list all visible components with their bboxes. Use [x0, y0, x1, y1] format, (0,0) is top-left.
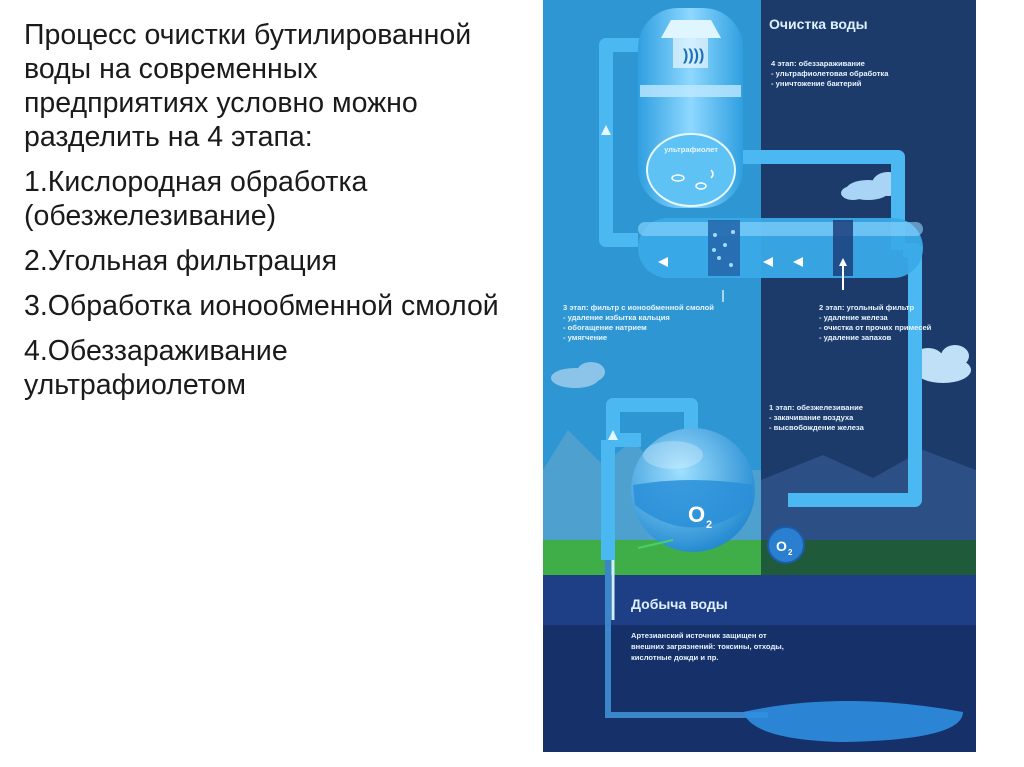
svg-text:2 этап: угольный фильтр: 2 этап: угольный фильтр	[819, 303, 915, 312]
svg-text:- умягчение: - умягчение	[563, 333, 608, 342]
svg-text:- удаление избытка кальция: - удаление избытка кальция	[563, 313, 670, 322]
svg-text:- закачивание воздуха: - закачивание воздуха	[769, 413, 854, 422]
svg-text:- очистка от прочих примесей: - очистка от прочих примесей	[819, 323, 932, 332]
svg-text:2: 2	[788, 548, 793, 557]
svg-text:- высвобождение железа: - высвобождение железа	[769, 423, 864, 432]
section-title-extraction: Добыча воды	[631, 596, 728, 612]
o2-bubble	[768, 527, 804, 563]
ion-exchange-filter	[708, 220, 740, 276]
water-purification-infographic	[543, 0, 976, 752]
slide-intro: Процесс очистки бутилированной воды на современных предприятиях условно можно разделить на 4 этапа:	[24, 19, 472, 153]
svg-text:- обогащение натрием: - обогащение натрием	[563, 323, 647, 332]
svg-text:4 этап: обеззараживание: 4 этап: обеззараживание	[771, 59, 865, 68]
aeration-sphere	[631, 428, 755, 552]
o2-symbol: O	[688, 502, 706, 527]
svg-text:кислотные дожди и пр.: кислотные дожди и пр.	[631, 653, 719, 662]
svg-text:- уничтожение бактерий: - уничтожение бактерий	[771, 79, 862, 88]
uv-label: ультрафиолет	[664, 145, 718, 154]
slide-text-block	[24, 18, 504, 413]
o2-subscript: 2	[706, 519, 713, 531]
svg-text:- удаление запахов: - удаление запахов	[819, 333, 892, 342]
uv-waves-icon: ))))	[683, 47, 705, 64]
svg-text:3 этап: фильтр с ионообменной: 3 этап: фильтр с ионообменной смолой	[563, 303, 714, 312]
step-1: 1.Кислородная обработка (обезжелезивание)	[24, 166, 368, 232]
step-2: 2.Угольная фильтрация	[24, 245, 338, 277]
svg-text:O: O	[776, 538, 787, 554]
svg-text:Артезианский источник защищен: Артезианский источник защищен от	[631, 631, 767, 640]
stage-1-label	[769, 403, 865, 432]
step-3: 3.Обработка ионообменной смолой	[24, 290, 499, 322]
svg-text:- удаление железа: - удаление железа	[819, 313, 888, 322]
uv-tank	[638, 8, 743, 208]
section-title-purification: Очистка воды	[769, 16, 868, 32]
svg-text:внешних загрязнений: токсины,: внешних загрязнений: токсины, отходы,	[631, 642, 784, 651]
svg-text:1 этап: обезжелезивание: 1 этап: обезжелезивание	[769, 403, 863, 412]
svg-text:- ультрафиолетовая обработка: - ультрафиолетовая обработка	[771, 69, 889, 78]
step-4: 4.Обеззараживание ультрафиолетом	[24, 335, 288, 401]
